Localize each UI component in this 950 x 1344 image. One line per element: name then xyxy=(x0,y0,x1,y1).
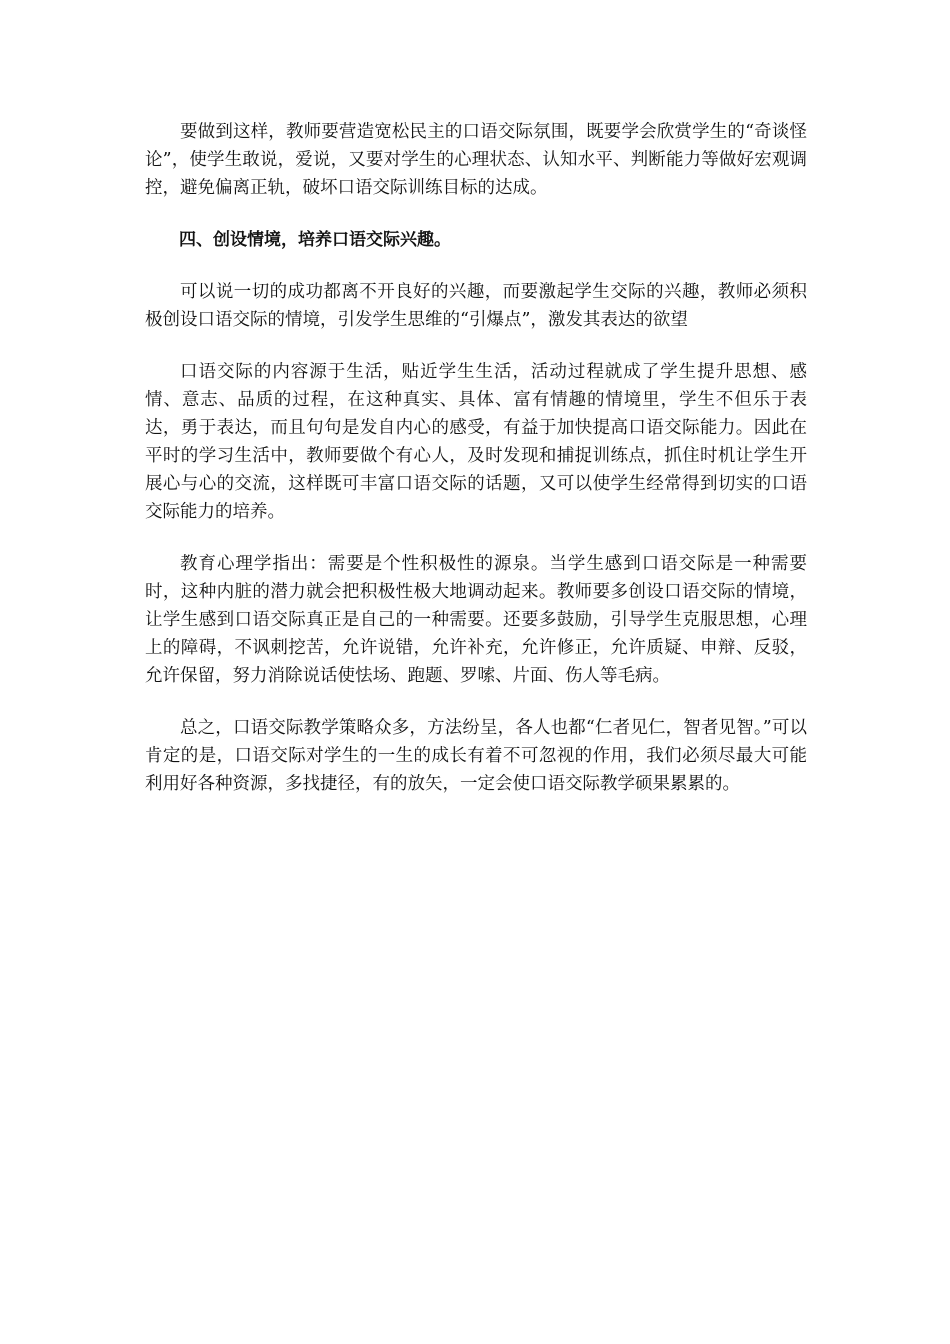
paragraph-psychology: 教育心理学指出：需要是个性积极性的源泉。当学生感到口语交际是一种需要时，这种内脏的潜力就会把积极性极大地调动起来。教师要多创设口语交际的情境，让学生感到口语交际真正是自己的一种需要。还要多鼓励，引导学生克服思想，心理上的障碍，不讽刺挖苦，允许说错，允许补充，允许修正，允许质疑、申辩、反驳，允许保留，努力消除说话使怯场、跑题、罗嗦、片面、伤人等毛病。 xyxy=(145,554,807,686)
document-body xyxy=(145,118,807,822)
paragraph-atmosphere: 要做到这样，教师要营造宽松民主的口语交际氛围，既要学会欣赏学生的“奇谈怪论”，使学生敢说，爱说，又要对学生的心理状态、认知水平、判断能力等做好宏观调控，避免偏离正轨，破坏口语交际训练目标的达成。 xyxy=(145,122,807,198)
paragraph-interest: 可以说一切的成功都离不开良好的兴趣，而要激起学生交际的兴趣，教师必须积极创设口语交际的情境，引发学生思维的“引爆点”，激发其表达的欲望 xyxy=(145,282,807,330)
paragraph-life-content: 口语交际的内容源于生活，贴近学生生活，活动过程就成了学生提升思想、感情、意志、品质的过程，在这种真实、具体、富有情趣的情境里，学生不但乐于表达，勇于表达，而且句句是发自内心的感受，有益于加快提高口语交际能力。因此在平时的学习生活中，教师要做个有心人，及时发现和捕捉训练点，抓住时机让学生开展心与心的交流，这样既可丰富口语交际的话题，又可以使学生经常得到切实的口语交际能力的培养。 xyxy=(145,362,807,522)
section-heading: 四、创设情境，培养口语交际兴趣。 xyxy=(179,230,451,250)
paragraph-conclusion: 总之，口语交际教学策略众多，方法纷呈，各人也都“仁者见仁，智者见智。”可以肯定的是，口语交际对学生的一生的成长有着不可忽视的作用，我们必须尽最大可能利用好各种资源，多找捷径，有的放矢，一定会使口语交际教学硕果累累的。 xyxy=(145,718,807,794)
